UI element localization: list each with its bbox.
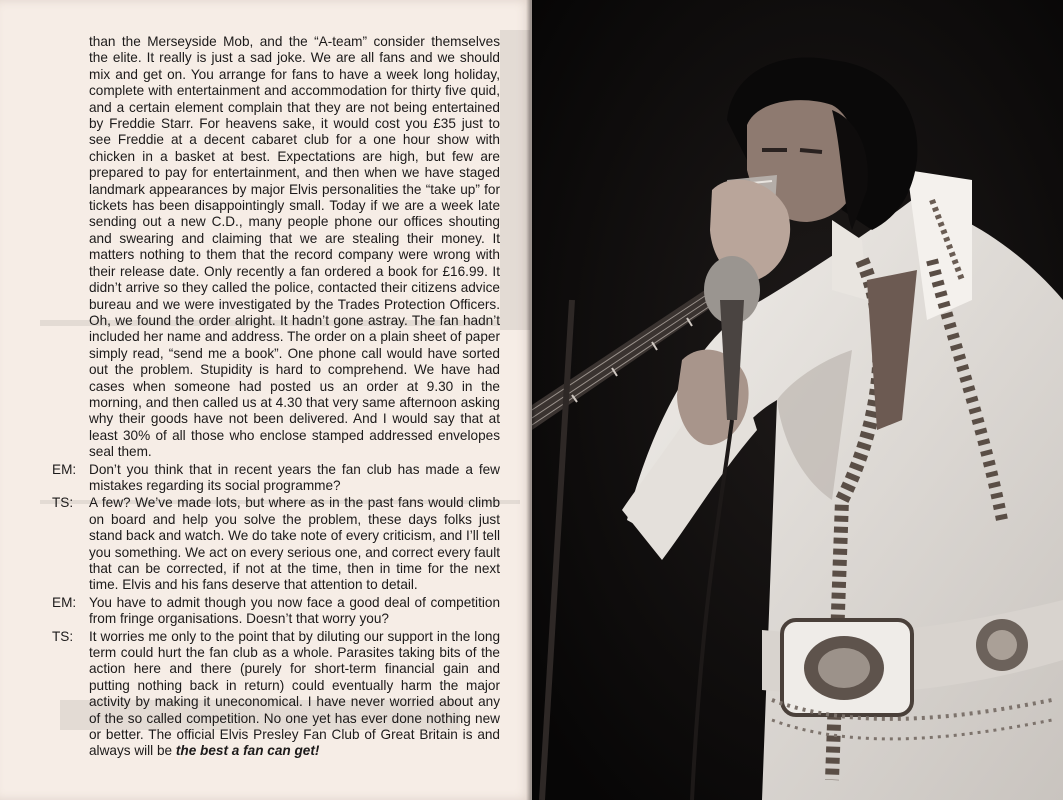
speaker-label: TS: [52, 628, 74, 644]
exchange-text-main: It worries me only to the point that by diluting our support in the long term could hurt the fan club as a whole. Parasites taking bits of the action here and there (purely for short-term financial gain and putting nothing back in return) could eventually harm the major activity by making it uneconomical. I have never worried about any of the so called competition. No one yet has ever done nothing new or better. The official Elvis Presley Fan Club of Great Britain is and always will be [89, 628, 500, 759]
qa-exchange [52, 462, 500, 495]
closing-tagline: the best a fan can get! [175, 743, 320, 759]
speaker-label: EM: [52, 594, 77, 610]
speaker-label: TS: [52, 495, 74, 511]
exchange-text: A few? We’ve made lots, but where as in the past fans would climb on board and help you solve the problem, these days folks just stand back and watch. We do take note of every criticism, and I’ll tell you something. We act on every serious one, and correct every fault that can be corrected, if not at the time, then in time for the next time. Elvis and his fans deserve that attention to detail. [89, 495, 500, 593]
continuation-paragraph: than the Merseyside Mob, and the “A-team” consider themselves the elite. It really is just a sad joke. We are all fans and we should mix and get on. You arrange for fans to have a week long holiday, complete with entertainment and accommodation for thirty five quid, and a certain element complain that they are not being entertained by Freddie Starr. For heavens sake, it would cost you £35 just to see Freddie at a decent cabaret club for a one hour show with chicken in a basket at best. Expectations are high, but few are prepared to pay for entertainment, and then when we have staged landmark appearances by major Elvis personalities the “take up” for tickets has been disappointingly small. Today if we are a week late sending out a new C.D., many people phone our offices shouting and swearing and claiming that we are stealing their money. It matters nothing to them that the record company were wrong with their release date. Only recently a fan ordered a book for £16.99. It didn’t arrive so they called the police, contacted their citizens advice bureau and we were investigated by the Trades Protection Officers. Oh, we found the order alright. It hadn’t gone astray. The fan hadn’t included her name and address. The order on a plain sheet of paper simply read, “send me a book”. One phone call would have sorted out the problem. Stupidity is hard to comprehend. We have had cases when someone had posted us an order at 9.30 in the morning, and then called us at 4.30 that very same afternoon asking why their goods have not been delivered. And I would say that at least 30% of all those who enclose stamped addressed envelopes seal them. [89, 34, 500, 460]
qa-exchange [52, 495, 500, 593]
exchange-text: Don’t you think that in recent years the fan club has made a few mistakes regarding its social programme? [89, 461, 500, 493]
article-text [52, 34, 500, 760]
qa-exchange [52, 629, 500, 760]
performer-photo [532, 0, 1063, 800]
exchange-text: You have to admit though you now face a good deal of competition from fringe organisations. Doesn’t that worry you? [89, 594, 500, 627]
right-page-photo [532, 0, 1063, 800]
qa-exchange [52, 595, 500, 628]
speaker-label: EM: [52, 461, 77, 477]
exchange-text [89, 629, 500, 760]
